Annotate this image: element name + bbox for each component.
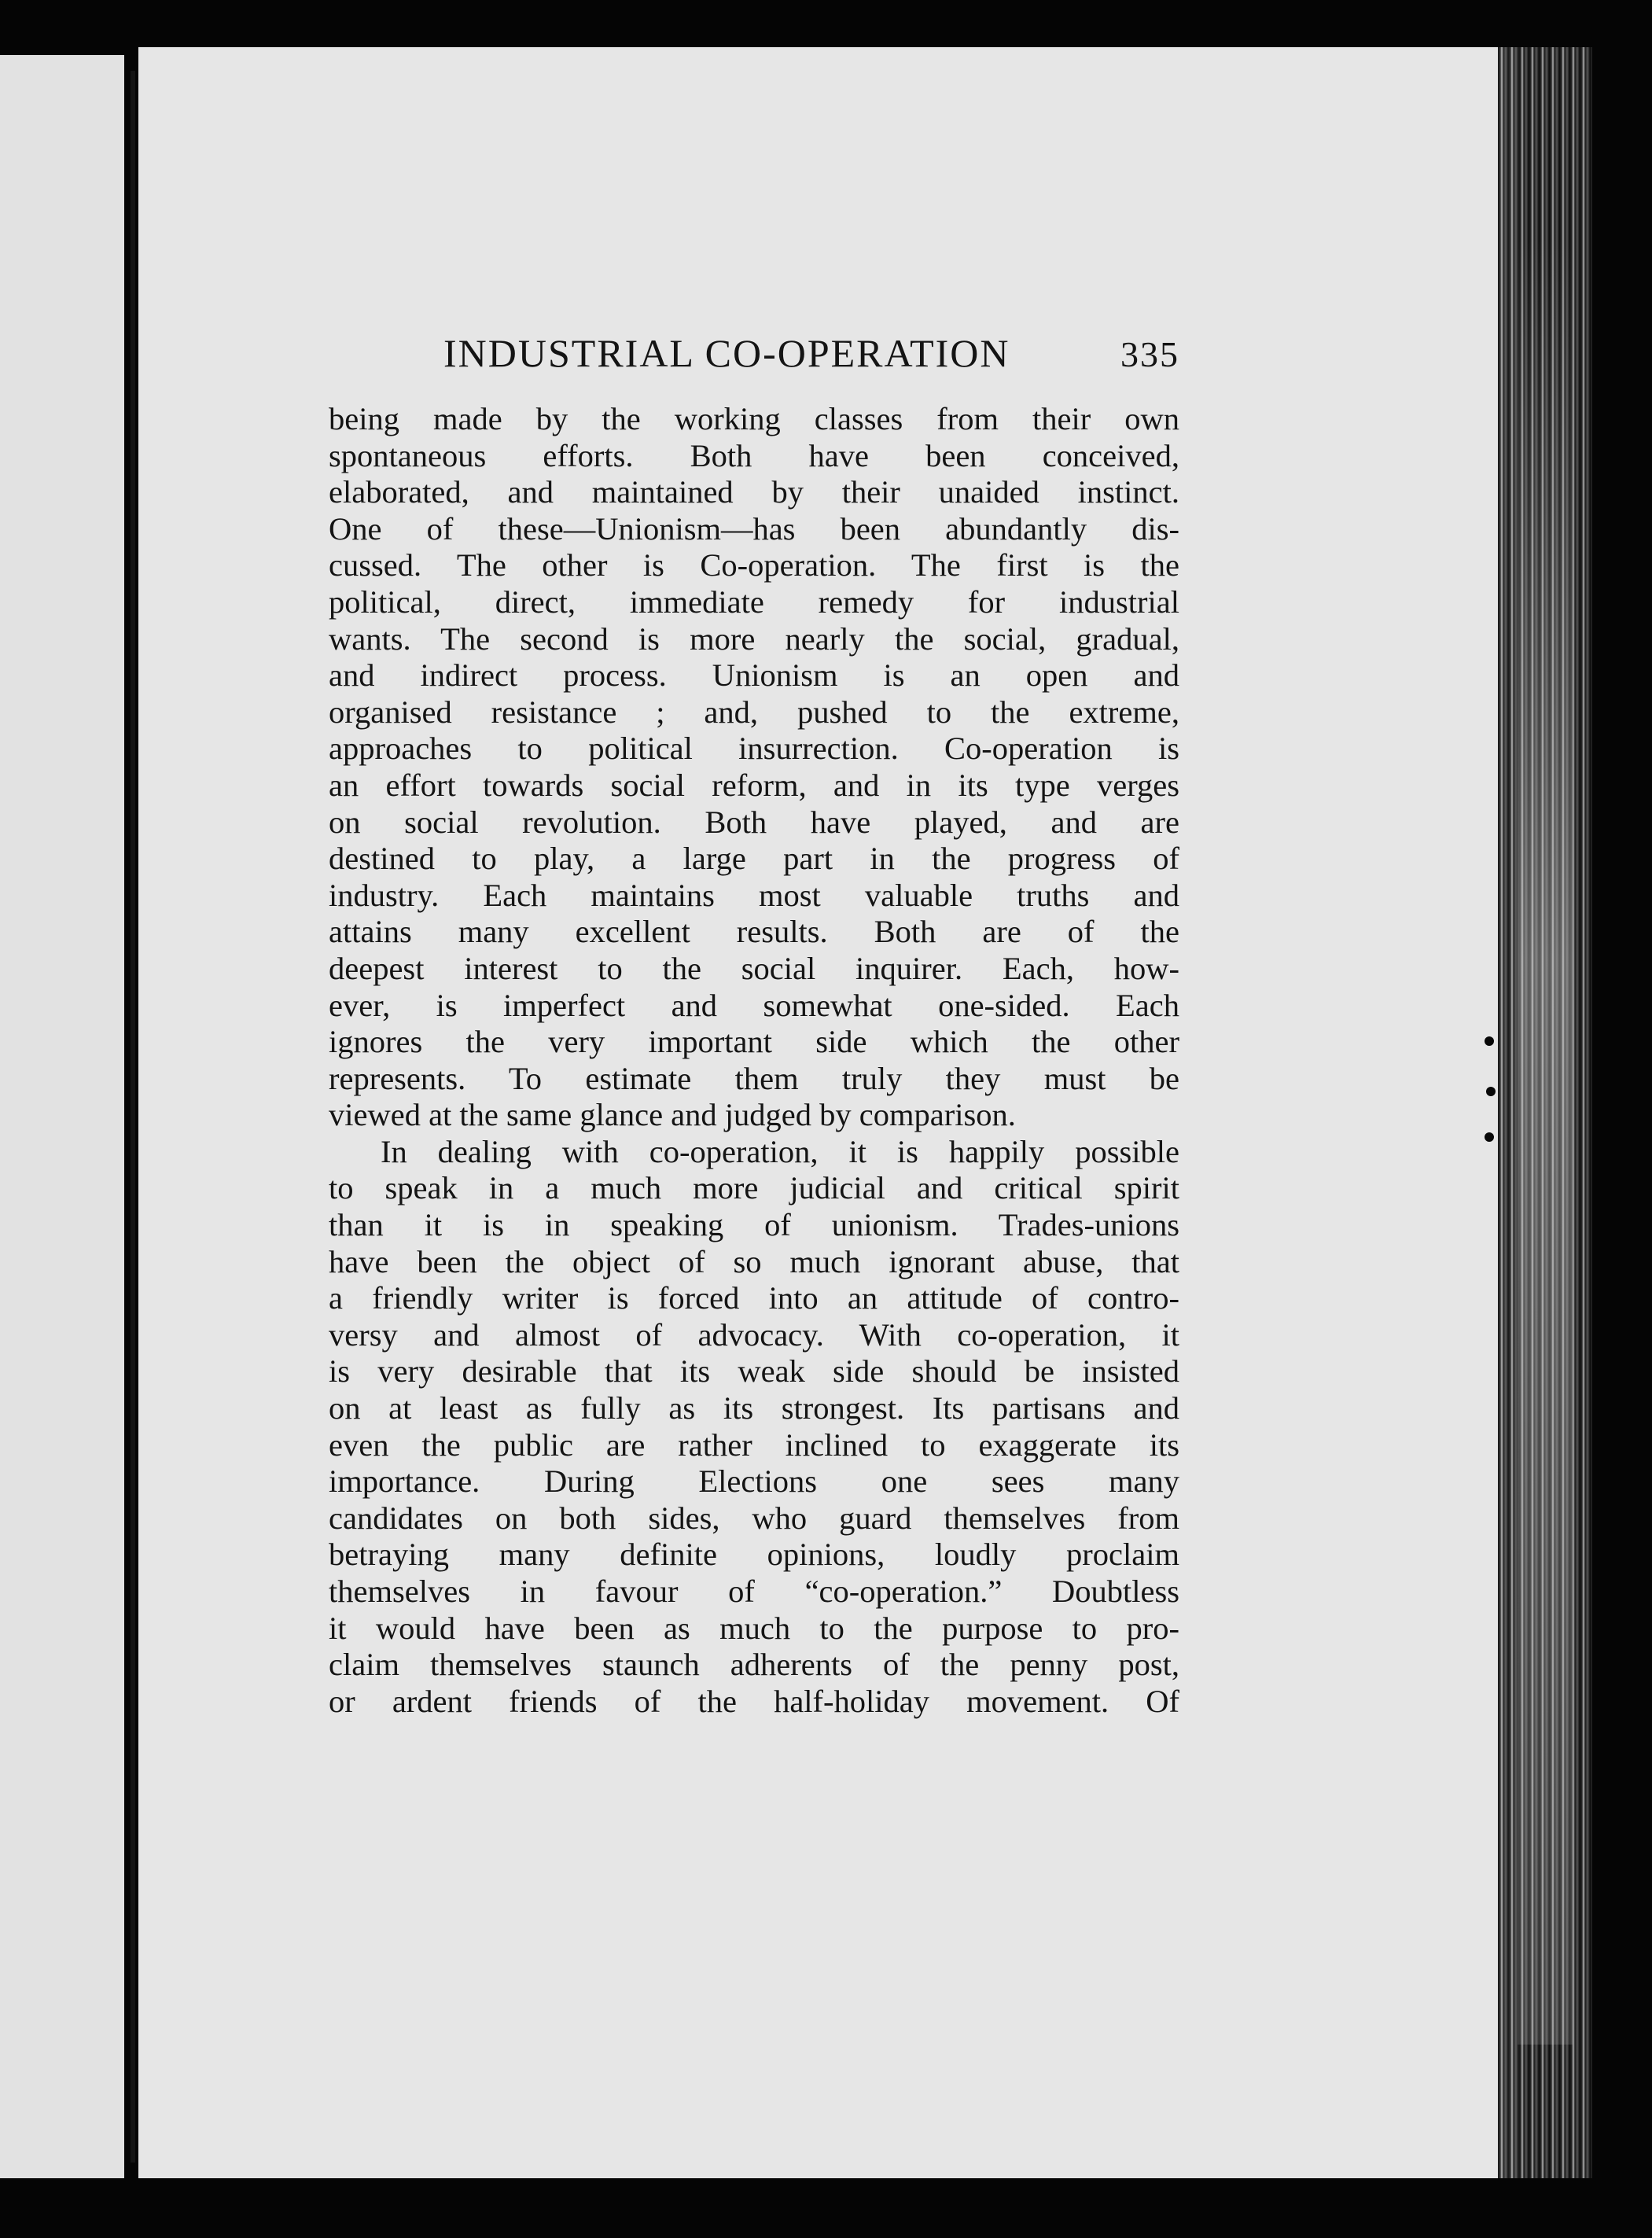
text-line: organised resistance ; and, pushed to the extreme, — [329, 694, 1179, 730]
text-line: approaches to political insurrection. Co-operation is — [329, 731, 1179, 767]
text-line: One of these—Unionism—has been abundantly dis- — [329, 510, 1179, 547]
text-line: betraying many definite opinions, loudly proclaim — [329, 1537, 1179, 1573]
edge-speck-icon — [1486, 1087, 1496, 1096]
text-line: represents. To estimate them truly they must be — [329, 1060, 1179, 1096]
text-line: being made by the working classes from their own — [329, 401, 1179, 436]
page-number: 335 — [1120, 334, 1179, 374]
text-line: have been the object of so much ignorant abuse, that — [329, 1243, 1179, 1279]
text-line: or ardent friends of the half-holiday movement. Of — [329, 1683, 1179, 1719]
text-line: wants. The second is more nearly the social, gradual, — [329, 620, 1179, 657]
paragraph-2 — [329, 1134, 1179, 1721]
text-line: In dealing with co-operation, it is happily possible — [381, 1133, 1179, 1169]
text-line: industry. Each maintains most valuable truths and — [329, 877, 1179, 913]
text-line: ignores the very important side which the other — [329, 1024, 1179, 1060]
edge-speck-icon — [1485, 1036, 1494, 1046]
text-line: even the public are rather inclined to exaggerate its — [329, 1426, 1179, 1463]
text-line: than it is in speaking of unionism. Trades-unions — [329, 1207, 1179, 1243]
text-line: ever, is imperfect and somewhat one-sided. Each — [329, 987, 1179, 1023]
text-line: on social revolution. Both have played, and are — [329, 804, 1179, 840]
text-line: an effort towards social reform, and in its type verges — [329, 767, 1179, 803]
text-line: is very desirable that its weak side should be insisted — [329, 1353, 1179, 1390]
book-block-highlight — [1518, 236, 1573, 2045]
text-line: destined to play, a large part in the progress of — [329, 841, 1179, 877]
text-line: deepest interest to the social inquirer. Each, how- — [329, 950, 1179, 986]
text-line: candidates on both sides, who guard themselves from — [329, 1500, 1179, 1536]
text-line: versy and almost of advocacy. With co-operation, it — [329, 1316, 1179, 1353]
text-line: on at least as fully as its strongest. Its partisans and — [329, 1390, 1179, 1426]
text-line: political, direct, immediate remedy for industrial — [329, 583, 1179, 620]
adjacent-page-edge — [0, 55, 124, 2178]
running-title: INDUSTRIAL CO-OPERATION — [443, 331, 1010, 375]
text-line: elaborated, and maintained by their unaided instinct. — [329, 474, 1179, 510]
text-line: and indirect process. Unionism is an open and — [329, 657, 1179, 694]
text-line: to speak in a much more judicial and critical spirit — [329, 1170, 1179, 1206]
text-line: cussed. The other is Co-operation. The first is the — [329, 547, 1179, 583]
running-head — [443, 330, 1179, 401]
text-line: spontaneous efforts. Both have been conceived, — [329, 437, 1179, 473]
text-line: importance. During Elections one sees many — [329, 1463, 1179, 1500]
edge-speck-icon — [1485, 1132, 1494, 1142]
text-line: viewed at the same glance and judged by comparison. — [329, 1097, 1016, 1133]
page-text — [329, 330, 1179, 1720]
text-line: themselves in favour of “co-operation.” Doubtless — [329, 1574, 1179, 1609]
gutter-shadow — [131, 71, 135, 2163]
text-line: a friendly writer is forced into an attitude of contro- — [329, 1280, 1179, 1316]
text-line: attains many excellent results. Both are of the — [329, 914, 1179, 950]
paragraph-1 — [329, 401, 1179, 1134]
text-line: claim themselves staunch adherents of the penny post, — [329, 1647, 1179, 1683]
text-line: it would have been as much to the purpose to pro- — [329, 1610, 1179, 1646]
